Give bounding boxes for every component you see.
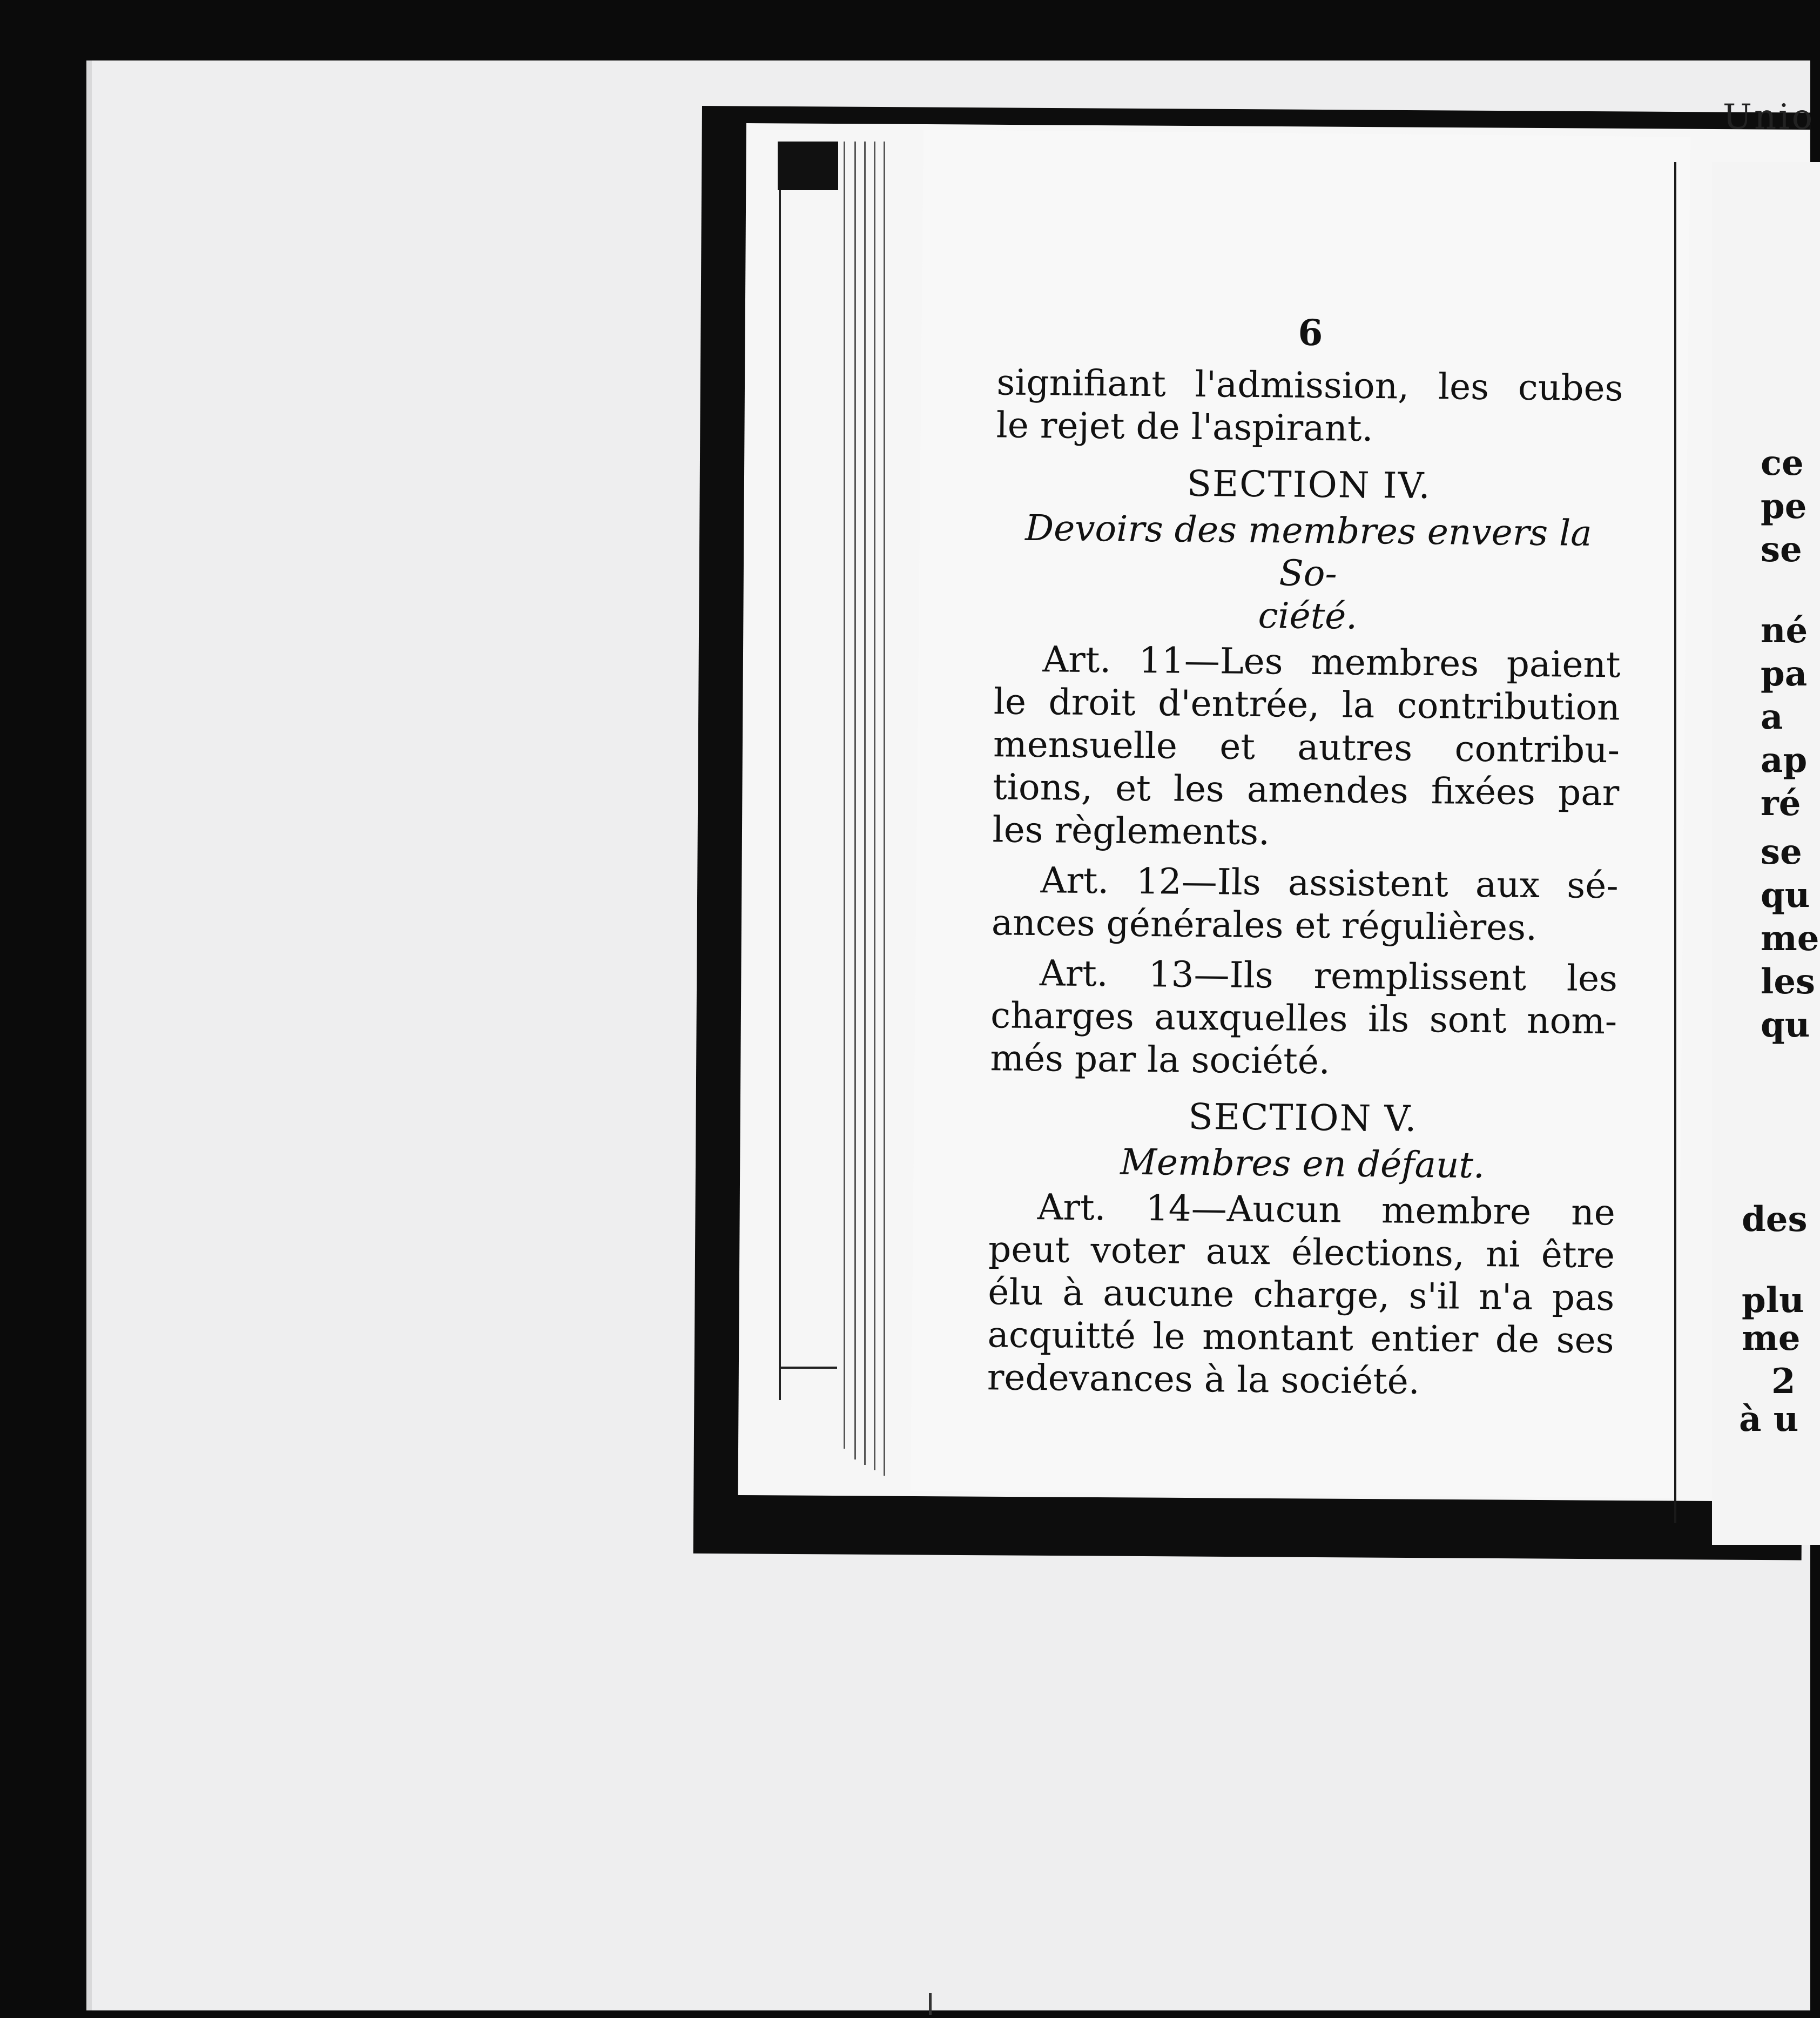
section-subtitle xyxy=(989,1139,1616,1188)
page-edge-line xyxy=(874,142,875,1470)
film-mark xyxy=(929,1993,932,2015)
page-edge-line xyxy=(844,142,845,1449)
text-line: redevances à la société. xyxy=(987,1356,1420,1402)
text-line: charges auxquelles ils sont nom- xyxy=(990,994,1617,1042)
text-line: tions, et les amendes fixées par xyxy=(992,766,1620,814)
section-heading: SECTION IV. xyxy=(1187,462,1432,507)
text-line: més par la société. xyxy=(990,1037,1331,1082)
paragraph xyxy=(992,637,1621,857)
binding-rule xyxy=(779,190,781,1400)
booklet-page xyxy=(911,130,1690,1498)
text-line: Art. 14—Aucun membre ne xyxy=(1037,1186,1616,1234)
text-line: Art. 13—Ils remplissent les xyxy=(1039,952,1618,1000)
opposite-text-fragment: a xyxy=(1761,697,1783,737)
opposite-text-fragment: se xyxy=(1761,529,1802,570)
subtitle-line: ciété. xyxy=(1258,594,1358,637)
opposite-text-fragment: né xyxy=(1761,610,1808,651)
opposite-text-fragment: me xyxy=(1761,918,1819,959)
section-subtitle xyxy=(994,506,1622,640)
page-number: 6 xyxy=(1298,311,1323,354)
page-edge-line xyxy=(884,142,885,1476)
text-line: le droit d'entrée, la contribution xyxy=(993,681,1621,729)
text-line: Art. 11—Les membres paient xyxy=(1042,638,1621,686)
opposite-text-fragment: à u xyxy=(1739,1399,1799,1439)
opposite-text-fragment: ré xyxy=(1761,783,1801,824)
opposite-text-fragment: qu xyxy=(1761,875,1810,916)
subtitle-line: Membres en défaut. xyxy=(1120,1141,1485,1187)
opposite-page xyxy=(1712,0,1819,2018)
binding-block xyxy=(778,142,838,190)
booklet-binding xyxy=(773,142,903,1476)
opposite-text-fragment: des xyxy=(1742,1199,1808,1240)
text-line: les règlements. xyxy=(992,809,1270,853)
sheet-edge xyxy=(86,60,92,2010)
text-line: Art. 12—Ils assistent aux sé- xyxy=(1040,859,1619,907)
opposite-text-fragment: qu xyxy=(1761,1005,1810,1045)
paragraph xyxy=(996,361,1623,452)
opposite-text-fragment: les xyxy=(1761,961,1816,1002)
opposite-text-fragment: pe xyxy=(1761,486,1807,527)
opposite-text-fragment: ap xyxy=(1761,740,1808,781)
text-line: élu à aucune charge, s'il n'a pas xyxy=(987,1271,1615,1319)
opposite-text-fragment: pa xyxy=(1761,654,1808,694)
binding-foot xyxy=(779,1367,837,1369)
page-text xyxy=(987,308,1623,1412)
text-line: mensuelle et autres contribu- xyxy=(993,723,1620,771)
text-line: peut voter aux élections, ni être xyxy=(988,1228,1615,1276)
text-line: ances générales et régulières. xyxy=(991,902,1538,949)
text-line: le rejet de l'aspirant. xyxy=(996,404,1373,450)
paragraph xyxy=(992,858,1619,950)
page-edge-line xyxy=(854,142,856,1459)
opposite-text-fragment: me xyxy=(1742,1318,1801,1358)
section-heading: SECTION V. xyxy=(1188,1095,1418,1140)
text-line: signifiant l'admission, les cubes xyxy=(996,361,1623,409)
subtitle-line: Devoirs des membres envers la So- xyxy=(1024,507,1592,595)
opposite-page-header: Unio xyxy=(1723,97,1815,137)
text-line: acquitté le montant entier de ses xyxy=(987,1314,1614,1362)
opposite-text-fragment: ce xyxy=(1761,443,1804,483)
opposite-text-fragment: 2 xyxy=(1771,1361,1796,1402)
paragraph xyxy=(990,951,1617,1085)
opposite-text-fragment: se xyxy=(1761,832,1802,872)
opposite-text-fragment: plu xyxy=(1742,1280,1804,1321)
page-edge-line xyxy=(864,142,866,1465)
paragraph xyxy=(987,1185,1615,1404)
page-divider xyxy=(1674,162,1676,1523)
